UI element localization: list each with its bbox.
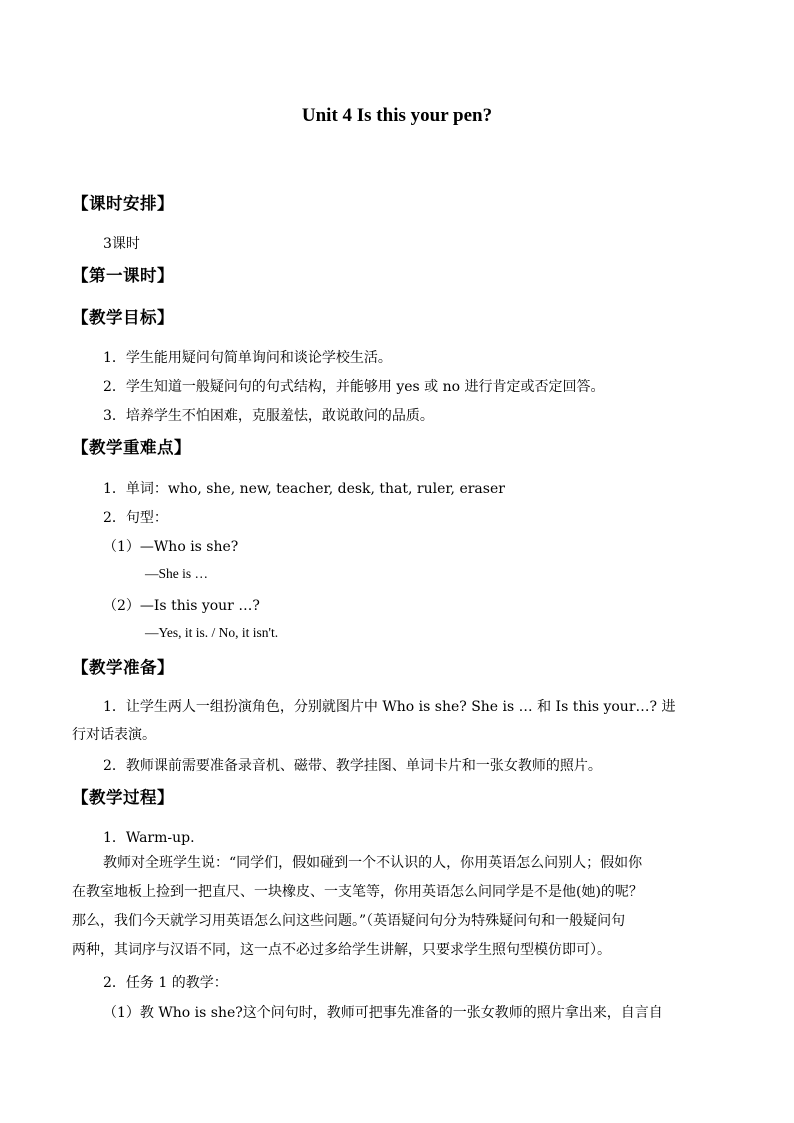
process-step-2: 2．任务 1 的教学： [103,975,228,991]
process-paragraph-line-4: 两种，其词序与汉语不同，这一点不必过多给学生讲解，只要求学生照句型模仿即可）。 [72,942,611,958]
objective-item-2: 2．学生知道一般疑问句的句式结构，并能够用 yes 或 no 进行肯定或否定回答。 [103,379,605,395]
process-step-1: 1．Warm-up. [103,830,195,846]
preparation-heading: 【教学准备】 [72,658,174,677]
objective-item-1: 1．学生能用疑问句简单询问和谈论学校生活。 [103,350,392,366]
process-heading: 【教学过程】 [72,788,174,807]
preparation-item-1-line-1: 1．让学生两人一组扮演角色，分别就图片中 Who is she? She is … 和 Is this your…? 进 [103,699,676,715]
page-title: Unit 4 Is this your pen? [301,105,493,126]
process-paragraph-line-3: 那么，我们今天就学习用英语怎么问这些问题。”（英语疑问句分为特殊疑问句和一般疑问句 [72,913,626,929]
objective-item-3: 3．培养学生不怕困难，克服羞怯，敢说敢问的品质。 [103,408,434,424]
schedule-heading: 【课时安排】 [72,194,174,213]
pattern-2-answer: —Yes, it is. / No, it isn't. [145,625,279,640]
lesson-one-heading: 【第一课时】 [72,266,174,285]
pattern-1-answer: —She is … [145,566,209,581]
preparation-item-2: 2．教师课前需要准备录音机、磁带、教学挂图、单词卡片和一张女教师的照片。 [103,758,602,774]
pattern-2-question: （2）—Is this your …? [103,598,260,614]
key-points-heading: 【教学重难点】 [72,438,191,457]
pattern-label: 2．句型： [103,510,168,526]
process-step-2-sub: （1）教 Who is she?这个问句时，教师可把事先准备的一张女教师的照片拿出来，自言自 [103,1005,663,1021]
vocab-line: 1．单词：who, she, new, teacher, desk, that, ruler, eraser [103,481,505,497]
preparation-item-1-line-2: 行对话表演。 [72,727,156,743]
process-paragraph-line-1: 教师对全班学生说：“同学们，假如碰到一个不认识的人，你用英语怎么问别人；假如你 [103,855,643,871]
process-paragraph-line-2: 在教室地板上捡到一把直尺、一块橡皮、一支笔等，你用英语怎么问同学是不是他(她)的呢？ [72,884,643,900]
objectives-heading: 【教学目标】 [72,308,174,327]
pattern-1-question: （1）—Who is she? [103,539,239,555]
schedule-content: 3课时 [103,236,140,252]
